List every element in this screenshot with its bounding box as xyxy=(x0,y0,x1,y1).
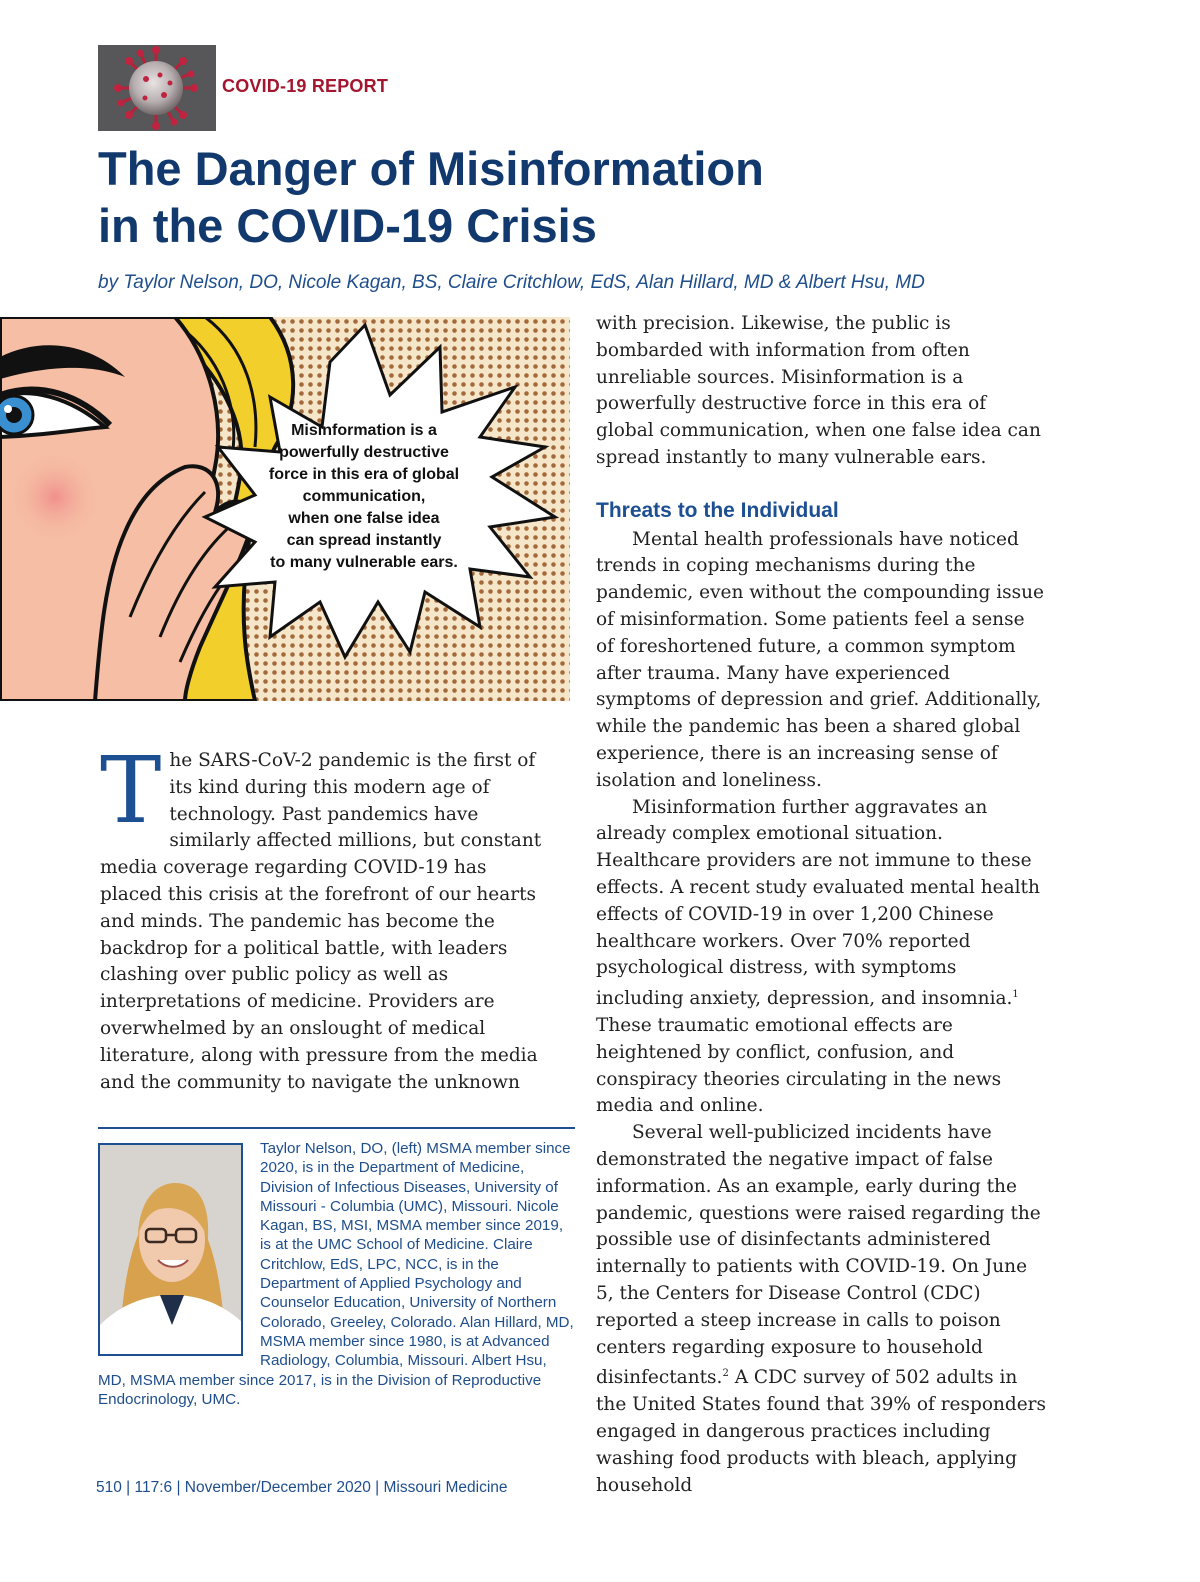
pull-quote-line: to many vulnerable ears. xyxy=(270,554,458,571)
pull-quote-line: Misinformation is a xyxy=(291,422,437,439)
coronavirus-icon xyxy=(98,45,216,131)
reference-marker: 1 xyxy=(1012,989,1019,1001)
title-line-2: in the COVID-19 Crisis xyxy=(98,199,597,252)
left-column xyxy=(100,737,545,1096)
continuation-paragraph: with precision. Likewise, the public is bombarded with information from often unreliable sources. Misinformation is a powerfully destructive force in this era of global communication, when one false idea can spread instantly to many vulnerable ears. xyxy=(596,313,1041,468)
paragraph-text: Misinformation further aggravates an already complex emotional situation. Healthcare providers are not immune to these effects. A recent study evaluated mental health effects of COVID-19 in over 1,200 Chinese healthcare workers. Over 70% reported psychological distress, with symptoms including anxiety, depression, and insomnia. xyxy=(596,796,1040,1010)
section-label: COVID-19 REPORT xyxy=(222,76,389,96)
intro-paragraph: he SARS-CoV-2 pandemic is the first of its kind during this modern age of technology. Past pandemics have similarly affected millions, but constant media coverage regarding COVID-19 has placed this crisis at the forefront of our hearts and minds. The pandemic has become the backdrop for a political battle, with leaders clashing over public policy as well as interpretations of medicine. Providers are overwhelmed by an onslought of medical literature, along with pressure from the media and the community to navigate the unknown xyxy=(100,750,542,1093)
paragraph-text: Several well-publicized incidents have demonstrated the negative impact of false information. As an example, early during the pandemic, questions were raised regarding the possible use of disinfectants administered internally to patients with COVID-19. On June 5, the Centers for Disease Control (CDC) reported a steep increase in calls to poison centers regarding exposure to household disinfectants. xyxy=(596,1122,1041,1389)
bio-divider xyxy=(98,1127,575,1129)
body-paragraph xyxy=(596,795,1046,1121)
section-heading: Threats to the Individual xyxy=(596,498,839,522)
author-bio-text: Taylor Nelson, DO, (left) MSMA member since 2020, is in the Department of Medicine, Division of Infectious Diseases, University of Missouri - Columbia (UMC), Missouri. Nicole Kagan, BS, MSI, MSMA member since 2019, is at the UMC School of Medicine. Claire Critchlow, EdS, LPC, NCC, is in the Department of Applied Psychology and Counselor Education, University of Northern Colorado, Greeley, Colorado. Alan Hillard, MD, MSMA member since 1980, is at Advanced Radiology, Columbia, Missouri. Albert Hsu, MD, MSMA member since 2017, is in the Division of Reproductive Endocrinology, UMC. xyxy=(98,1140,574,1408)
right-column xyxy=(596,311,1046,1500)
photo-spacer xyxy=(98,1139,260,1362)
pull-quote-line: when one false idea xyxy=(288,510,440,527)
drop-cap: T xyxy=(100,737,162,844)
paragraph-text: These traumatic emotional effects are heightened by conflict, confusion, and conspiracy theories circulating in the news media and online. xyxy=(596,1015,1002,1117)
pull-quote-line: force in this era of global xyxy=(268,466,460,483)
body-paragraph: Mental health professionals have noticed trends in coping mechanisms during the pandemic, even without the compounding issue of misinformation. Some patients feel a sense of foreshortened future, a common symptom after trauma. Many have experienced symptoms of depression and grief. Additionally, while the pandemic has been a shared global experience, there is an increasing sense of isolation and loneliness. xyxy=(596,528,1044,791)
article-title xyxy=(98,140,898,254)
pull-quote-line: powerfully destructive xyxy=(279,444,449,461)
pull-quote-line: can spread instantly xyxy=(286,532,442,549)
pull-quote-line: communication, xyxy=(302,488,426,505)
reference-marker: 2 xyxy=(722,1368,729,1380)
body-paragraph xyxy=(596,1120,1046,1499)
pull-quote xyxy=(248,420,480,574)
page-footer: 510 | 117:6 | November/December 2020 | Missouri Medicine xyxy=(96,1479,508,1496)
author-bio xyxy=(98,1139,574,1409)
author-byline: by Taylor Nelson, DO, Nicole Kagan, BS, Claire Critchlow, EdS, Alan Hillard, MD & Albert Hsu, MD xyxy=(98,272,925,293)
title-line-1: The Danger of Misinformation xyxy=(98,142,764,195)
paragraph-text: A CDC survey of 502 adults in the United States found that 39% of responders engaged in dangerous practices including washing food products with bleach, applying household xyxy=(596,1367,1047,1496)
coronavirus-thumbnail xyxy=(98,45,216,131)
